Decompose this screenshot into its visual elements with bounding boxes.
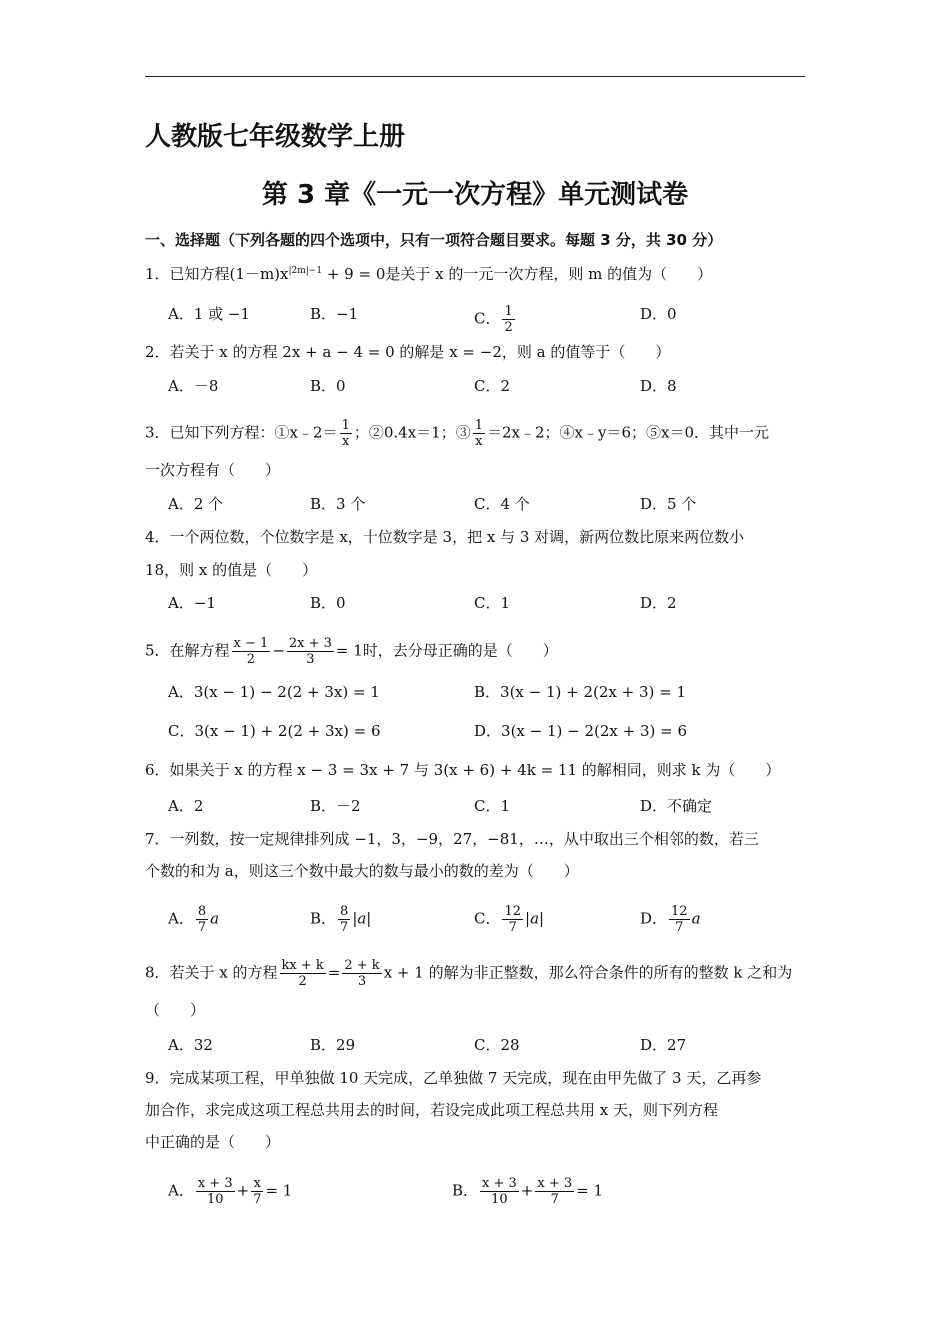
q5-option-b[interactable]: B．3(x − 1) + 2(2x + 3) = 1 [474, 683, 687, 701]
question-3: 3．已知下列方程：①x﹣2＝ $\frac{1}{x}$ ；②0.4x＝1；③ $\frac{1}{x}$ ＝2x﹣2；④x﹣y＝6；⑤x＝0．其中一元 [145, 418, 770, 449]
question-7: 7．一列数，按一定规律排列成 −1，3，−9，27，−81，…，从中取出三个相邻的数，若三 [145, 830, 759, 848]
question-4-line2: 18，则 x 的值是（ ） [145, 561, 318, 579]
q3-option-c[interactable]: C．4 个 [474, 495, 530, 513]
question-8: 8．若关于 x 的方程 $\frac{kx + k}{2}$ = $\frac{2 + k}{3}$ x + 1 的解为非正整数，那么符合条件的所有的整数 k 之和为 [145, 958, 793, 989]
q4-option-a[interactable]: A．−1 [168, 594, 216, 612]
question-9: 9．完成某项工程，甲单独做 10 天完成，乙单独做 7 天完成，现在由甲先做了 3 天，乙再参 [145, 1069, 762, 1087]
question-1: 1．已知方程$(1-m)x^{|2m|-1} + 9 = 0$是关于 x 的一元一次方程，则 m 的值为（ ） [145, 265, 713, 283]
q6-option-c[interactable]: C．1 [474, 797, 511, 815]
question-8-line2: （ ） [145, 1001, 206, 1019]
q9-option-a[interactable]: A． $\frac{x + 3}{10}$ + $\frac{x}{7}$ = 1 [168, 1176, 293, 1207]
q8-option-b[interactable]: B．29 [310, 1036, 356, 1054]
question-2: 2．若关于 x 的方程 2x + a − 4 = 0 的解是 x = −2，则 a 的值等于（ ） [145, 343, 671, 361]
q9-option-b[interactable]: B． $\frac{x + 3}{10}$ + $\frac{x + 3}{7}$ = 1 [452, 1176, 604, 1207]
q2-option-d[interactable]: D．8 [640, 377, 677, 395]
q7-option-d[interactable]: D． $\frac{12}{7}$ a [640, 904, 701, 935]
q2-option-b[interactable]: B．0 [310, 377, 346, 395]
q3-option-a[interactable]: A．2 个 [168, 495, 224, 513]
q2-option-a[interactable]: A．－8 [168, 377, 219, 395]
question-4: 4．一个两位数，个位数字是 x，十位数字是 3，把 x 与 3 对调，新两位数比原来两位数小 [145, 528, 745, 546]
q7-option-a[interactable]: A． $\frac{8}{7}$ a [168, 904, 220, 935]
q2-option-c[interactable]: C．2 [474, 377, 511, 395]
q7-option-c[interactable]: C． $\frac{12}{7}$ |a| [474, 904, 545, 935]
q4-option-d[interactable]: D．2 [640, 594, 677, 612]
q6-option-b[interactable]: B．－2 [310, 797, 361, 815]
q8-option-d[interactable]: D．27 [640, 1036, 687, 1054]
q8-option-a[interactable]: A．32 [168, 1036, 213, 1054]
q5-option-d[interactable]: D．3(x − 1) − 2(2x + 3) = 6 [474, 722, 688, 740]
q6-option-a[interactable]: A．2 [168, 797, 204, 815]
q1-option-c[interactable]: C． $\frac{1}{2}$ [474, 304, 513, 335]
question-9-line2: 加合作，求完成这项工程总共用去的时间，若设完成此项工程总共用 x 天，则下列方程 [145, 1101, 718, 1119]
q5-option-a[interactable]: A．3(x − 1) − 2(2 + 3x) = 1 [168, 683, 380, 701]
test-title: 第 3 章《一元一次方程》单元测试卷 [261, 180, 689, 210]
q3-option-b[interactable]: B．3 个 [310, 495, 366, 513]
q4-option-b[interactable]: B．0 [310, 594, 346, 612]
q6-option-d[interactable]: D．不确定 [640, 797, 713, 815]
q5-option-c[interactable]: C．3(x − 1) + 2(2 + 3x) = 6 [168, 722, 381, 740]
question-7-line2: 个数的和为 a，则这三个数中最大的数与最小的数的差为（ ） [145, 862, 579, 880]
q8-option-c[interactable]: C．28 [474, 1036, 520, 1054]
header-rule [145, 76, 805, 77]
q1-option-a[interactable]: A．1 或 −1 [168, 305, 251, 323]
section-heading: 一、选择题（下列各题的四个选项中，只有一项符合题目要求。每题 3 分，共 30 分） [145, 231, 723, 249]
q7-option-b[interactable]: B． $\frac{8}{7}$ |a| [310, 904, 372, 935]
question-6: 6．如果关于 x 的方程 x − 3 = 3x + 7 与 3(x + 6) + 4k = 11 的解相同，则求 k 为（ ） [145, 761, 781, 779]
question-9-line3: 中正确的是（ ） [145, 1133, 281, 1151]
q4-option-c[interactable]: C．1 [474, 594, 511, 612]
question-5: 5．在解方程 $\frac{x - 1}{2}$ − $\frac{2x + 3}{3}$ = 1时，去分母正确的是（ ） [145, 636, 558, 667]
q3-option-d[interactable]: D．5 个 [640, 495, 697, 513]
q1-option-d[interactable]: D．0 [640, 305, 677, 323]
question-3-line2: 一次方程有（ ） [145, 461, 281, 479]
book-title: 人教版七年级数学上册 [145, 122, 406, 152]
q1-option-b[interactable]: B．−1 [310, 305, 359, 323]
